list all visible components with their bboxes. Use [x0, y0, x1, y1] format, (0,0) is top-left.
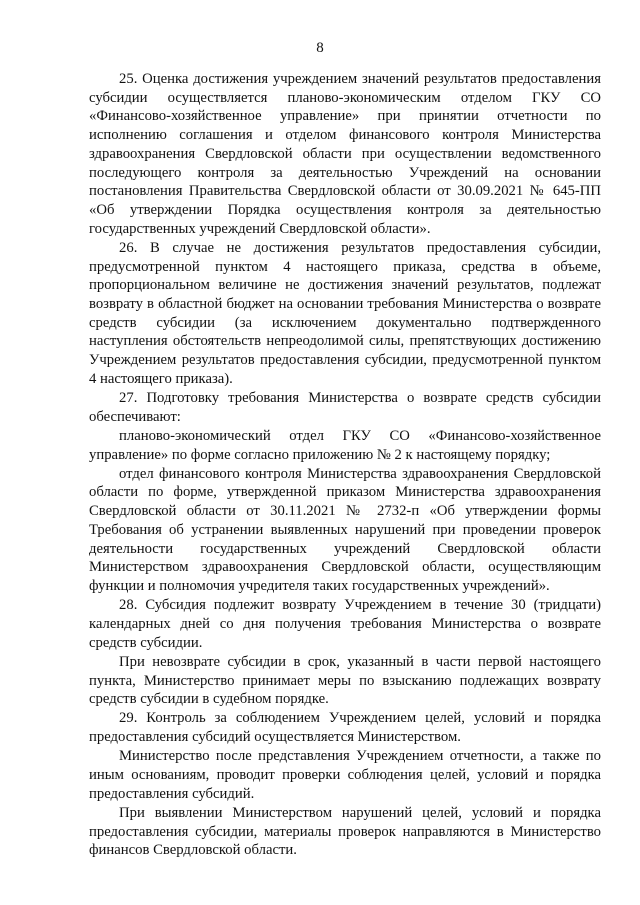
paragraph-25: 25. Оценка достижения учреждением значений результатов предоставления субсидии осуществляется планово-экономическим отделом ГКУ СО «Финансово-хозяйственное управление» при принятии отчетности по исполнению соглашения и отделом финансового контроля Министерства здравоохранения Свердловской области при осуществлении ведомственного последующего контроля за деятельностью Учреждений на основании постановления Правительства Свердловской области от 30.09.2021 № 645-ПП «Об утверждении Порядка осуществления контроля за деятельностью государственных учреждений Свердловской области». [89, 71, 601, 237]
paragraph-27-item-2: отдел финансового контроля Министерства здравоохранения Свердловской области по форме, утвержденной приказом Министерства здравоохранения Свердловской области от 30.11.2021 № 2732-п «Об утверждении формы Требования об устранении выявленных нарушений при проведении проверок деятельности государственных учреждений Свердловской области Министерством здравоохранения Свердловской области, осуществляющим функции и полномочия учредителя таких государственных учреждений». [89, 465, 601, 594]
paragraph-27-item-1: планово-экономический отдел ГКУ СО «Финансово-хозяйственное управление» по форме согласно приложению № 2 к настоящему порядку; [89, 427, 601, 463]
paragraph-26: 26. В случае не достижения результатов предоставления субсидии, предусмотренной пунктом 4 настоящего приказа, средства в объеме, пропорциональном величине не достижения значений результатов, подлежат возврату в областной бюджет на основании требования Министерства о возврате средств субсидии (за исключением документально подтвержденного наступления обстоятельств непреодолимой силы, препятствующих достижению Учреждением результатов предоставления субсидии, предусмотренной пунктом 4 настоящего приказа). [89, 239, 601, 387]
page-number: 8 [316, 40, 324, 56]
paragraph-29-part-3: При выявлении Министерством нарушений целей, условий и порядка предоставления субсидии, материалы проверок направляются в Министерство финансов Свердловской области. [89, 804, 601, 859]
paragraph-27: 27. Подготовку требования Министерства о возврате средств субсидии обеспечивают: [89, 389, 601, 425]
paragraph-29-part-2: Министерство после представления Учреждением отчетности, а также по иным основаниям, проводит проверки соблюдения целей, условий и порядка предоставления субсидий. [89, 748, 601, 802]
paragraph-28-part-2: При невозврате субсидии в срок, указанный в части первой настоящего пункта, Министерство принимает меры по взысканию подлежащих возврату средств субсидии в судебном порядке. [89, 653, 601, 708]
paragraph-29: 29. Контроль за соблюдением Учреждением целей, условий и порядка предоставления субсидий осуществляется Министерством. [89, 710, 601, 746]
paragraph-28: 28. Субсидия подлежит возврату Учреждением в течение 30 (тридцати) календарных дней со дня получения требования Министерства о возврате средств субсидии. [89, 597, 601, 651]
document-body [89, 70, 601, 861]
